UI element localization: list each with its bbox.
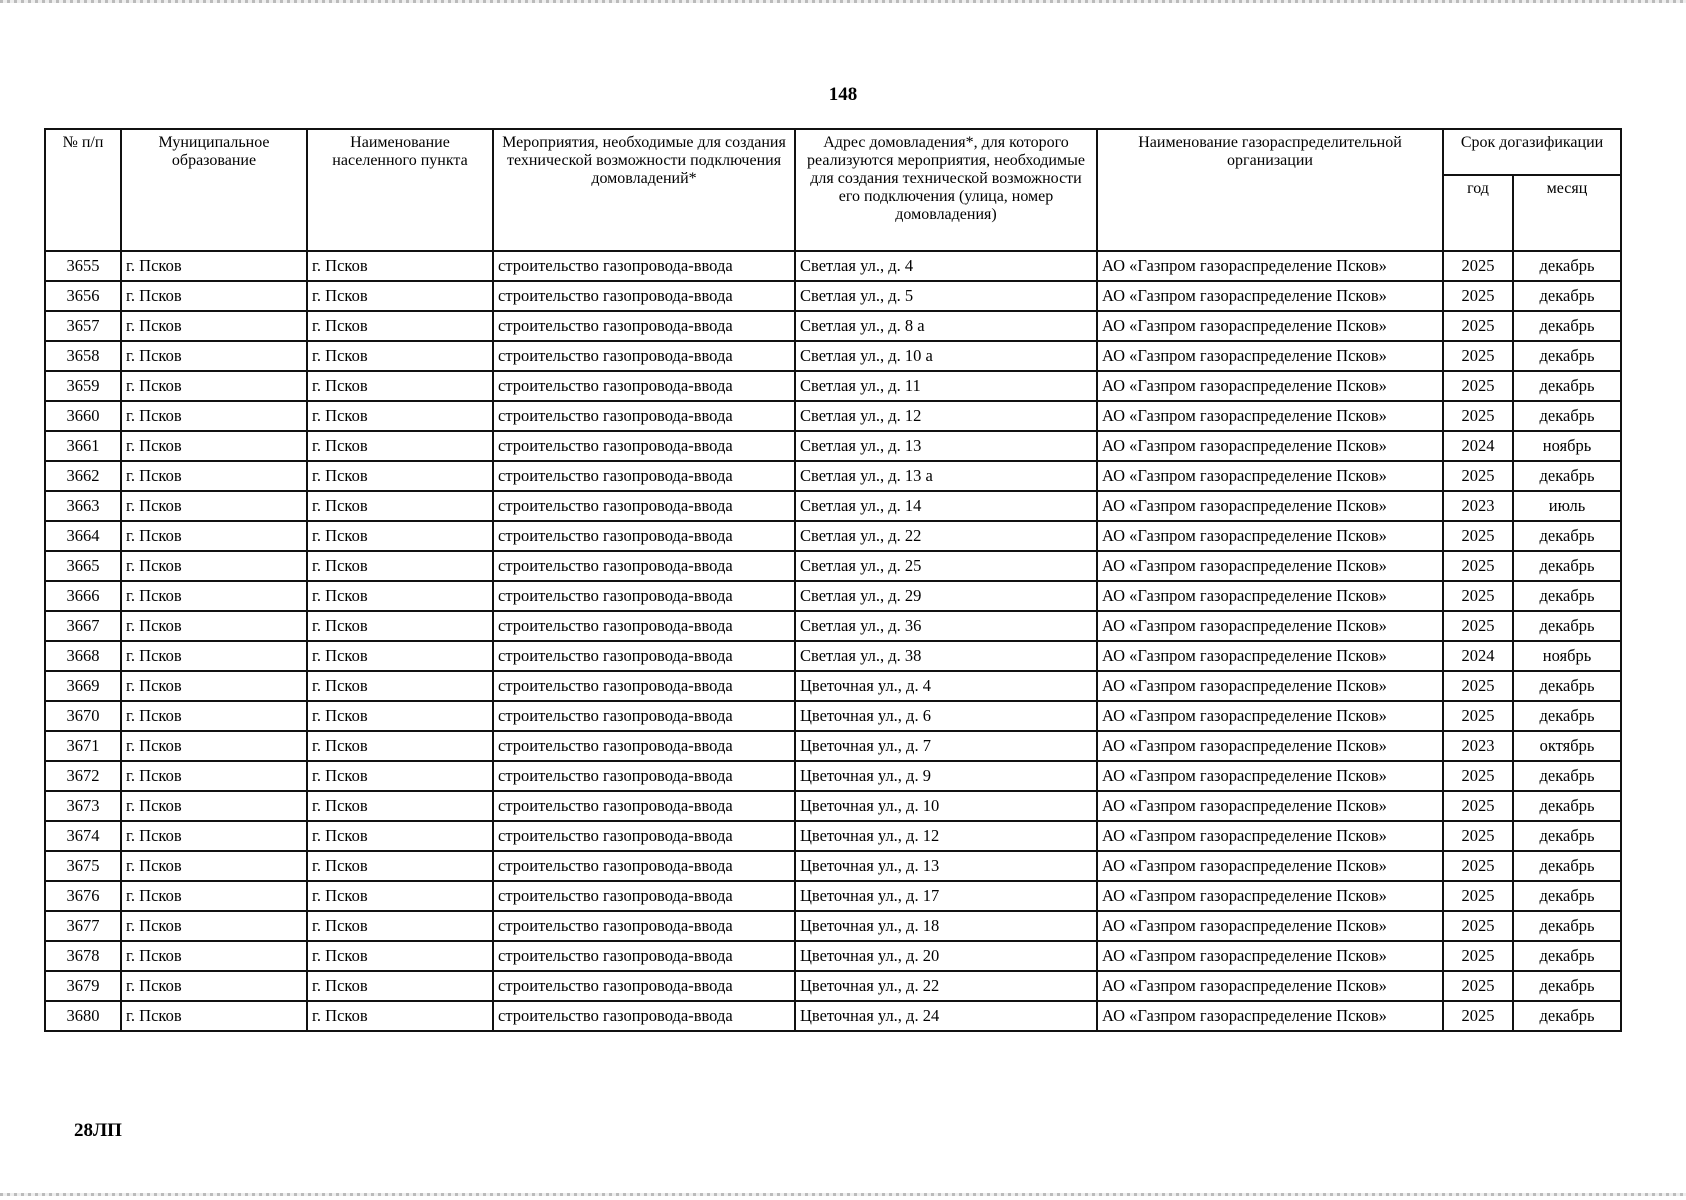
cell-month: ноябрь bbox=[1513, 431, 1621, 461]
cell-year: 2025 bbox=[1443, 851, 1513, 881]
cell-municipality: г. Псков bbox=[121, 821, 307, 851]
cell-address: Цветочная ул., д. 6 bbox=[795, 701, 1097, 731]
table-row bbox=[45, 551, 1621, 581]
cell-measure: строительство газопровода-ввода bbox=[493, 431, 795, 461]
cell-month: декабрь bbox=[1513, 371, 1621, 401]
cell-year: 2025 bbox=[1443, 551, 1513, 581]
cell-num: 3660 bbox=[45, 401, 121, 431]
cell-measure: строительство газопровода-ввода bbox=[493, 281, 795, 311]
cell-municipality: г. Псков bbox=[121, 401, 307, 431]
cell-municipality: г. Псков bbox=[121, 941, 307, 971]
cell-num: 3663 bbox=[45, 491, 121, 521]
cell-org: АО «Газпром газораспределение Псков» bbox=[1097, 281, 1443, 311]
cell-org: АО «Газпром газораспределение Псков» bbox=[1097, 671, 1443, 701]
cell-address: Цветочная ул., д. 18 bbox=[795, 911, 1097, 941]
cell-org: АО «Газпром газораспределение Псков» bbox=[1097, 821, 1443, 851]
cell-municipality: г. Псков bbox=[121, 461, 307, 491]
cell-address: Светлая ул., д. 22 bbox=[795, 521, 1097, 551]
cell-month: декабрь bbox=[1513, 911, 1621, 941]
cell-year: 2025 bbox=[1443, 791, 1513, 821]
cell-month: декабрь bbox=[1513, 1001, 1621, 1031]
cell-measure: строительство газопровода-ввода bbox=[493, 551, 795, 581]
cell-org: АО «Газпром газораспределение Псков» bbox=[1097, 521, 1443, 551]
cell-year: 2023 bbox=[1443, 491, 1513, 521]
cell-num: 3657 bbox=[45, 311, 121, 341]
cell-address: Светлая ул., д. 38 bbox=[795, 641, 1097, 671]
table-row bbox=[45, 731, 1621, 761]
cell-measure: строительство газопровода-ввода bbox=[493, 491, 795, 521]
cell-org: АО «Газпром газораспределение Псков» bbox=[1097, 641, 1443, 671]
table-row bbox=[45, 971, 1621, 1001]
cell-municipality: г. Псков bbox=[121, 971, 307, 1001]
cell-address: Цветочная ул., д. 22 bbox=[795, 971, 1097, 1001]
cell-address: Светлая ул., д. 12 bbox=[795, 401, 1097, 431]
cell-year: 2025 bbox=[1443, 911, 1513, 941]
cell-settlement: г. Псков bbox=[307, 401, 493, 431]
header-municipality: Муниципальное образование bbox=[121, 129, 307, 251]
table-body bbox=[45, 251, 1621, 1031]
cell-month: октябрь bbox=[1513, 731, 1621, 761]
cell-year: 2025 bbox=[1443, 881, 1513, 911]
cell-address: Светлая ул., д. 36 bbox=[795, 611, 1097, 641]
cell-num: 3665 bbox=[45, 551, 121, 581]
cell-measure: строительство газопровода-ввода bbox=[493, 851, 795, 881]
table-row bbox=[45, 371, 1621, 401]
cell-org: АО «Газпром газораспределение Псков» bbox=[1097, 1001, 1443, 1031]
table-header bbox=[45, 129, 1621, 251]
cell-month: декабрь bbox=[1513, 551, 1621, 581]
cell-org: АО «Газпром газораспределение Псков» bbox=[1097, 941, 1443, 971]
table-row bbox=[45, 1001, 1621, 1031]
cell-settlement: г. Псков bbox=[307, 761, 493, 791]
cell-num: 3662 bbox=[45, 461, 121, 491]
cell-org: АО «Газпром газораспределение Псков» bbox=[1097, 581, 1443, 611]
table-row bbox=[45, 881, 1621, 911]
cell-settlement: г. Псков bbox=[307, 581, 493, 611]
cell-measure: строительство газопровода-ввода bbox=[493, 311, 795, 341]
cell-municipality: г. Псков bbox=[121, 791, 307, 821]
cell-year: 2025 bbox=[1443, 761, 1513, 791]
cell-address: Цветочная ул., д. 13 bbox=[795, 851, 1097, 881]
cell-year: 2025 bbox=[1443, 371, 1513, 401]
cell-settlement: г. Псков bbox=[307, 341, 493, 371]
cell-address: Цветочная ул., д. 9 bbox=[795, 761, 1097, 791]
cell-num: 3664 bbox=[45, 521, 121, 551]
cell-month: декабрь bbox=[1513, 461, 1621, 491]
cell-municipality: г. Псков bbox=[121, 851, 307, 881]
cell-municipality: г. Псков bbox=[121, 671, 307, 701]
header-measures: Мероприятия, необходимые для создания технической возможности подключения домовладений* bbox=[493, 129, 795, 251]
cell-measure: строительство газопровода-ввода bbox=[493, 791, 795, 821]
table-row bbox=[45, 461, 1621, 491]
cell-settlement: г. Псков bbox=[307, 941, 493, 971]
cell-year: 2025 bbox=[1443, 311, 1513, 341]
table-row bbox=[45, 311, 1621, 341]
cell-num: 3678 bbox=[45, 941, 121, 971]
cell-address: Светлая ул., д. 5 bbox=[795, 281, 1097, 311]
cell-num: 3672 bbox=[45, 761, 121, 791]
cell-num: 3669 bbox=[45, 671, 121, 701]
table-row bbox=[45, 911, 1621, 941]
cell-settlement: г. Псков bbox=[307, 611, 493, 641]
cell-measure: строительство газопровода-ввода bbox=[493, 761, 795, 791]
cell-year: 2024 bbox=[1443, 641, 1513, 671]
cell-org: АО «Газпром газораспределение Псков» bbox=[1097, 431, 1443, 461]
cell-address: Светлая ул., д. 13 bbox=[795, 431, 1097, 461]
cell-address: Светлая ул., д. 10 а bbox=[795, 341, 1097, 371]
cell-municipality: г. Псков bbox=[121, 311, 307, 341]
cell-month: декабрь bbox=[1513, 821, 1621, 851]
cell-num: 3679 bbox=[45, 971, 121, 1001]
cell-settlement: г. Псков bbox=[307, 461, 493, 491]
cell-measure: строительство газопровода-ввода bbox=[493, 941, 795, 971]
cell-measure: строительство газопровода-ввода bbox=[493, 641, 795, 671]
table-row bbox=[45, 851, 1621, 881]
table-row bbox=[45, 581, 1621, 611]
cell-municipality: г. Псков bbox=[121, 521, 307, 551]
cell-month: декабрь bbox=[1513, 251, 1621, 281]
footer-code: 28ЛП bbox=[74, 1120, 122, 1141]
cell-measure: строительство газопровода-ввода bbox=[493, 461, 795, 491]
table-row bbox=[45, 641, 1621, 671]
cell-year: 2024 bbox=[1443, 431, 1513, 461]
cell-num: 3675 bbox=[45, 851, 121, 881]
table-row bbox=[45, 791, 1621, 821]
cell-settlement: г. Псков bbox=[307, 311, 493, 341]
cell-org: АО «Газпром газораспределение Псков» bbox=[1097, 971, 1443, 1001]
cell-address: Цветочная ул., д. 10 bbox=[795, 791, 1097, 821]
cell-year: 2025 bbox=[1443, 281, 1513, 311]
cell-settlement: г. Псков bbox=[307, 731, 493, 761]
cell-settlement: г. Псков bbox=[307, 281, 493, 311]
cell-num: 3674 bbox=[45, 821, 121, 851]
cell-year: 2025 bbox=[1443, 611, 1513, 641]
cell-settlement: г. Псков bbox=[307, 911, 493, 941]
cell-org: АО «Газпром газораспределение Псков» bbox=[1097, 881, 1443, 911]
cell-settlement: г. Псков bbox=[307, 1001, 493, 1031]
cell-org: АО «Газпром газораспределение Псков» bbox=[1097, 731, 1443, 761]
cell-address: Цветочная ул., д. 24 bbox=[795, 1001, 1097, 1031]
cell-settlement: г. Псков bbox=[307, 641, 493, 671]
cell-month: декабрь bbox=[1513, 791, 1621, 821]
cell-municipality: г. Псков bbox=[121, 371, 307, 401]
cell-address: Цветочная ул., д. 4 bbox=[795, 671, 1097, 701]
cell-address: Цветочная ул., д. 7 bbox=[795, 731, 1097, 761]
cell-municipality: г. Псков bbox=[121, 1001, 307, 1031]
cell-num: 3659 bbox=[45, 371, 121, 401]
cell-month: декабрь bbox=[1513, 941, 1621, 971]
table-row bbox=[45, 281, 1621, 311]
cell-year: 2025 bbox=[1443, 251, 1513, 281]
cell-address: Цветочная ул., д. 12 bbox=[795, 821, 1097, 851]
table-row bbox=[45, 701, 1621, 731]
cell-org: АО «Газпром газораспределение Псков» bbox=[1097, 371, 1443, 401]
cell-org: АО «Газпром газораспределение Псков» bbox=[1097, 551, 1443, 581]
table-row bbox=[45, 821, 1621, 851]
cell-org: АО «Газпром газораспределение Псков» bbox=[1097, 461, 1443, 491]
header-num: № п/п bbox=[45, 129, 121, 251]
cell-year: 2025 bbox=[1443, 701, 1513, 731]
cell-municipality: г. Псков bbox=[121, 701, 307, 731]
cell-address: Светлая ул., д. 8 а bbox=[795, 311, 1097, 341]
cell-measure: строительство газопровода-ввода bbox=[493, 671, 795, 701]
cell-measure: строительство газопровода-ввода bbox=[493, 881, 795, 911]
cell-settlement: г. Псков bbox=[307, 431, 493, 461]
cell-month: декабрь bbox=[1513, 761, 1621, 791]
cell-municipality: г. Псков bbox=[121, 251, 307, 281]
table-row bbox=[45, 521, 1621, 551]
scan-edge-top bbox=[0, 0, 1686, 3]
cell-address: Цветочная ул., д. 20 bbox=[795, 941, 1097, 971]
cell-org: АО «Газпром газораспределение Псков» bbox=[1097, 611, 1443, 641]
cell-settlement: г. Псков bbox=[307, 851, 493, 881]
table-row bbox=[45, 251, 1621, 281]
cell-settlement: г. Псков bbox=[307, 971, 493, 1001]
cell-month: декабрь bbox=[1513, 311, 1621, 341]
cell-municipality: г. Псков bbox=[121, 641, 307, 671]
header-settlement: Наименование населенного пункта bbox=[307, 129, 493, 251]
cell-month: июль bbox=[1513, 491, 1621, 521]
cell-measure: строительство газопровода-ввода bbox=[493, 251, 795, 281]
scan-edge-bottom bbox=[0, 1193, 1686, 1196]
cell-year: 2025 bbox=[1443, 941, 1513, 971]
cell-measure: строительство газопровода-ввода bbox=[493, 731, 795, 761]
cell-num: 3676 bbox=[45, 881, 121, 911]
header-month: месяц bbox=[1513, 175, 1621, 251]
cell-num: 3680 bbox=[45, 1001, 121, 1031]
header-address: Адрес домовладения*, для которого реализуются мероприятия, необходимые для создания технической возможности его подключения (улица, номер домовладения) bbox=[795, 129, 1097, 251]
cell-address: Светлая ул., д. 29 bbox=[795, 581, 1097, 611]
cell-municipality: г. Псков bbox=[121, 761, 307, 791]
table-row bbox=[45, 491, 1621, 521]
cell-year: 2025 bbox=[1443, 671, 1513, 701]
cell-municipality: г. Псков bbox=[121, 431, 307, 461]
cell-month: декабрь bbox=[1513, 281, 1621, 311]
cell-settlement: г. Псков bbox=[307, 881, 493, 911]
cell-org: АО «Газпром газораспределение Псков» bbox=[1097, 341, 1443, 371]
cell-address: Светлая ул., д. 25 bbox=[795, 551, 1097, 581]
header-org: Наименование газораспределительной организации bbox=[1097, 129, 1443, 251]
cell-org: АО «Газпром газораспределение Псков» bbox=[1097, 851, 1443, 881]
cell-address: Светлая ул., д. 4 bbox=[795, 251, 1097, 281]
cell-settlement: г. Псков bbox=[307, 551, 493, 581]
table-row bbox=[45, 941, 1621, 971]
cell-settlement: г. Псков bbox=[307, 491, 493, 521]
cell-address: Цветочная ул., д. 17 bbox=[795, 881, 1097, 911]
cell-org: АО «Газпром газораспределение Псков» bbox=[1097, 761, 1443, 791]
table-row bbox=[45, 431, 1621, 461]
cell-measure: строительство газопровода-ввода bbox=[493, 1001, 795, 1031]
cell-municipality: г. Псков bbox=[121, 881, 307, 911]
cell-measure: строительство газопровода-ввода bbox=[493, 611, 795, 641]
cell-year: 2025 bbox=[1443, 521, 1513, 551]
cell-measure: строительство газопровода-ввода bbox=[493, 911, 795, 941]
table-row bbox=[45, 671, 1621, 701]
cell-settlement: г. Псков bbox=[307, 821, 493, 851]
cell-year: 2025 bbox=[1443, 401, 1513, 431]
cell-org: АО «Газпром газораспределение Псков» bbox=[1097, 251, 1443, 281]
cell-municipality: г. Псков bbox=[121, 911, 307, 941]
cell-org: АО «Газпром газораспределение Псков» bbox=[1097, 491, 1443, 521]
cell-month: декабрь bbox=[1513, 401, 1621, 431]
cell-month: декабрь bbox=[1513, 701, 1621, 731]
cell-measure: строительство газопровода-ввода bbox=[493, 341, 795, 371]
cell-num: 3677 bbox=[45, 911, 121, 941]
cell-num: 3655 bbox=[45, 251, 121, 281]
cell-settlement: г. Псков bbox=[307, 701, 493, 731]
cell-year: 2025 bbox=[1443, 581, 1513, 611]
cell-org: АО «Газпром газораспределение Псков» bbox=[1097, 311, 1443, 341]
cell-measure: строительство газопровода-ввода bbox=[493, 371, 795, 401]
cell-org: АО «Газпром газораспределение Псков» bbox=[1097, 401, 1443, 431]
cell-year: 2023 bbox=[1443, 731, 1513, 761]
cell-measure: строительство газопровода-ввода bbox=[493, 581, 795, 611]
cell-measure: строительство газопровода-ввода bbox=[493, 701, 795, 731]
cell-municipality: г. Псков bbox=[121, 611, 307, 641]
cell-month: декабрь bbox=[1513, 341, 1621, 371]
cell-address: Светлая ул., д. 13 а bbox=[795, 461, 1097, 491]
cell-org: АО «Газпром газораспределение Псков» bbox=[1097, 701, 1443, 731]
cell-year: 2025 bbox=[1443, 1001, 1513, 1031]
cell-settlement: г. Псков bbox=[307, 671, 493, 701]
table-row bbox=[45, 341, 1621, 371]
cell-address: Светлая ул., д. 14 bbox=[795, 491, 1097, 521]
cell-year: 2025 bbox=[1443, 971, 1513, 1001]
cell-num: 3671 bbox=[45, 731, 121, 761]
cell-num: 3666 bbox=[45, 581, 121, 611]
table-row bbox=[45, 401, 1621, 431]
cell-num: 3658 bbox=[45, 341, 121, 371]
cell-municipality: г. Псков bbox=[121, 341, 307, 371]
cell-month: ноябрь bbox=[1513, 641, 1621, 671]
cell-municipality: г. Псков bbox=[121, 281, 307, 311]
cell-month: декабрь bbox=[1513, 971, 1621, 1001]
cell-num: 3656 bbox=[45, 281, 121, 311]
cell-address: Светлая ул., д. 11 bbox=[795, 371, 1097, 401]
cell-month: декабрь bbox=[1513, 521, 1621, 551]
cell-municipality: г. Псков bbox=[121, 551, 307, 581]
cell-month: декабрь bbox=[1513, 881, 1621, 911]
header-year: год bbox=[1443, 175, 1513, 251]
page-number: 148 bbox=[828, 84, 858, 105]
cell-org: АО «Газпром газораспределение Псков» bbox=[1097, 911, 1443, 941]
cell-settlement: г. Псков bbox=[307, 251, 493, 281]
cell-settlement: г. Псков bbox=[307, 371, 493, 401]
cell-num: 3661 bbox=[45, 431, 121, 461]
cell-municipality: г. Псков bbox=[121, 581, 307, 611]
gasification-table bbox=[44, 128, 1622, 1032]
cell-settlement: г. Псков bbox=[307, 791, 493, 821]
cell-num: 3668 bbox=[45, 641, 121, 671]
cell-settlement: г. Псков bbox=[307, 521, 493, 551]
cell-org: АО «Газпром газораспределение Псков» bbox=[1097, 791, 1443, 821]
cell-measure: строительство газопровода-ввода bbox=[493, 521, 795, 551]
table-row bbox=[45, 611, 1621, 641]
cell-num: 3667 bbox=[45, 611, 121, 641]
cell-num: 3670 bbox=[45, 701, 121, 731]
cell-measure: строительство газопровода-ввода bbox=[493, 821, 795, 851]
cell-municipality: г. Псков bbox=[121, 731, 307, 761]
cell-month: декабрь bbox=[1513, 581, 1621, 611]
header-deadline: Срок догазификации bbox=[1443, 129, 1621, 175]
cell-year: 2025 bbox=[1443, 821, 1513, 851]
cell-month: декабрь bbox=[1513, 851, 1621, 881]
cell-municipality: г. Псков bbox=[121, 491, 307, 521]
cell-measure: строительство газопровода-ввода bbox=[493, 401, 795, 431]
cell-measure: строительство газопровода-ввода bbox=[493, 971, 795, 1001]
cell-year: 2025 bbox=[1443, 341, 1513, 371]
cell-num: 3673 bbox=[45, 791, 121, 821]
table-row bbox=[45, 761, 1621, 791]
cell-month: декабрь bbox=[1513, 611, 1621, 641]
cell-year: 2025 bbox=[1443, 461, 1513, 491]
cell-month: декабрь bbox=[1513, 671, 1621, 701]
